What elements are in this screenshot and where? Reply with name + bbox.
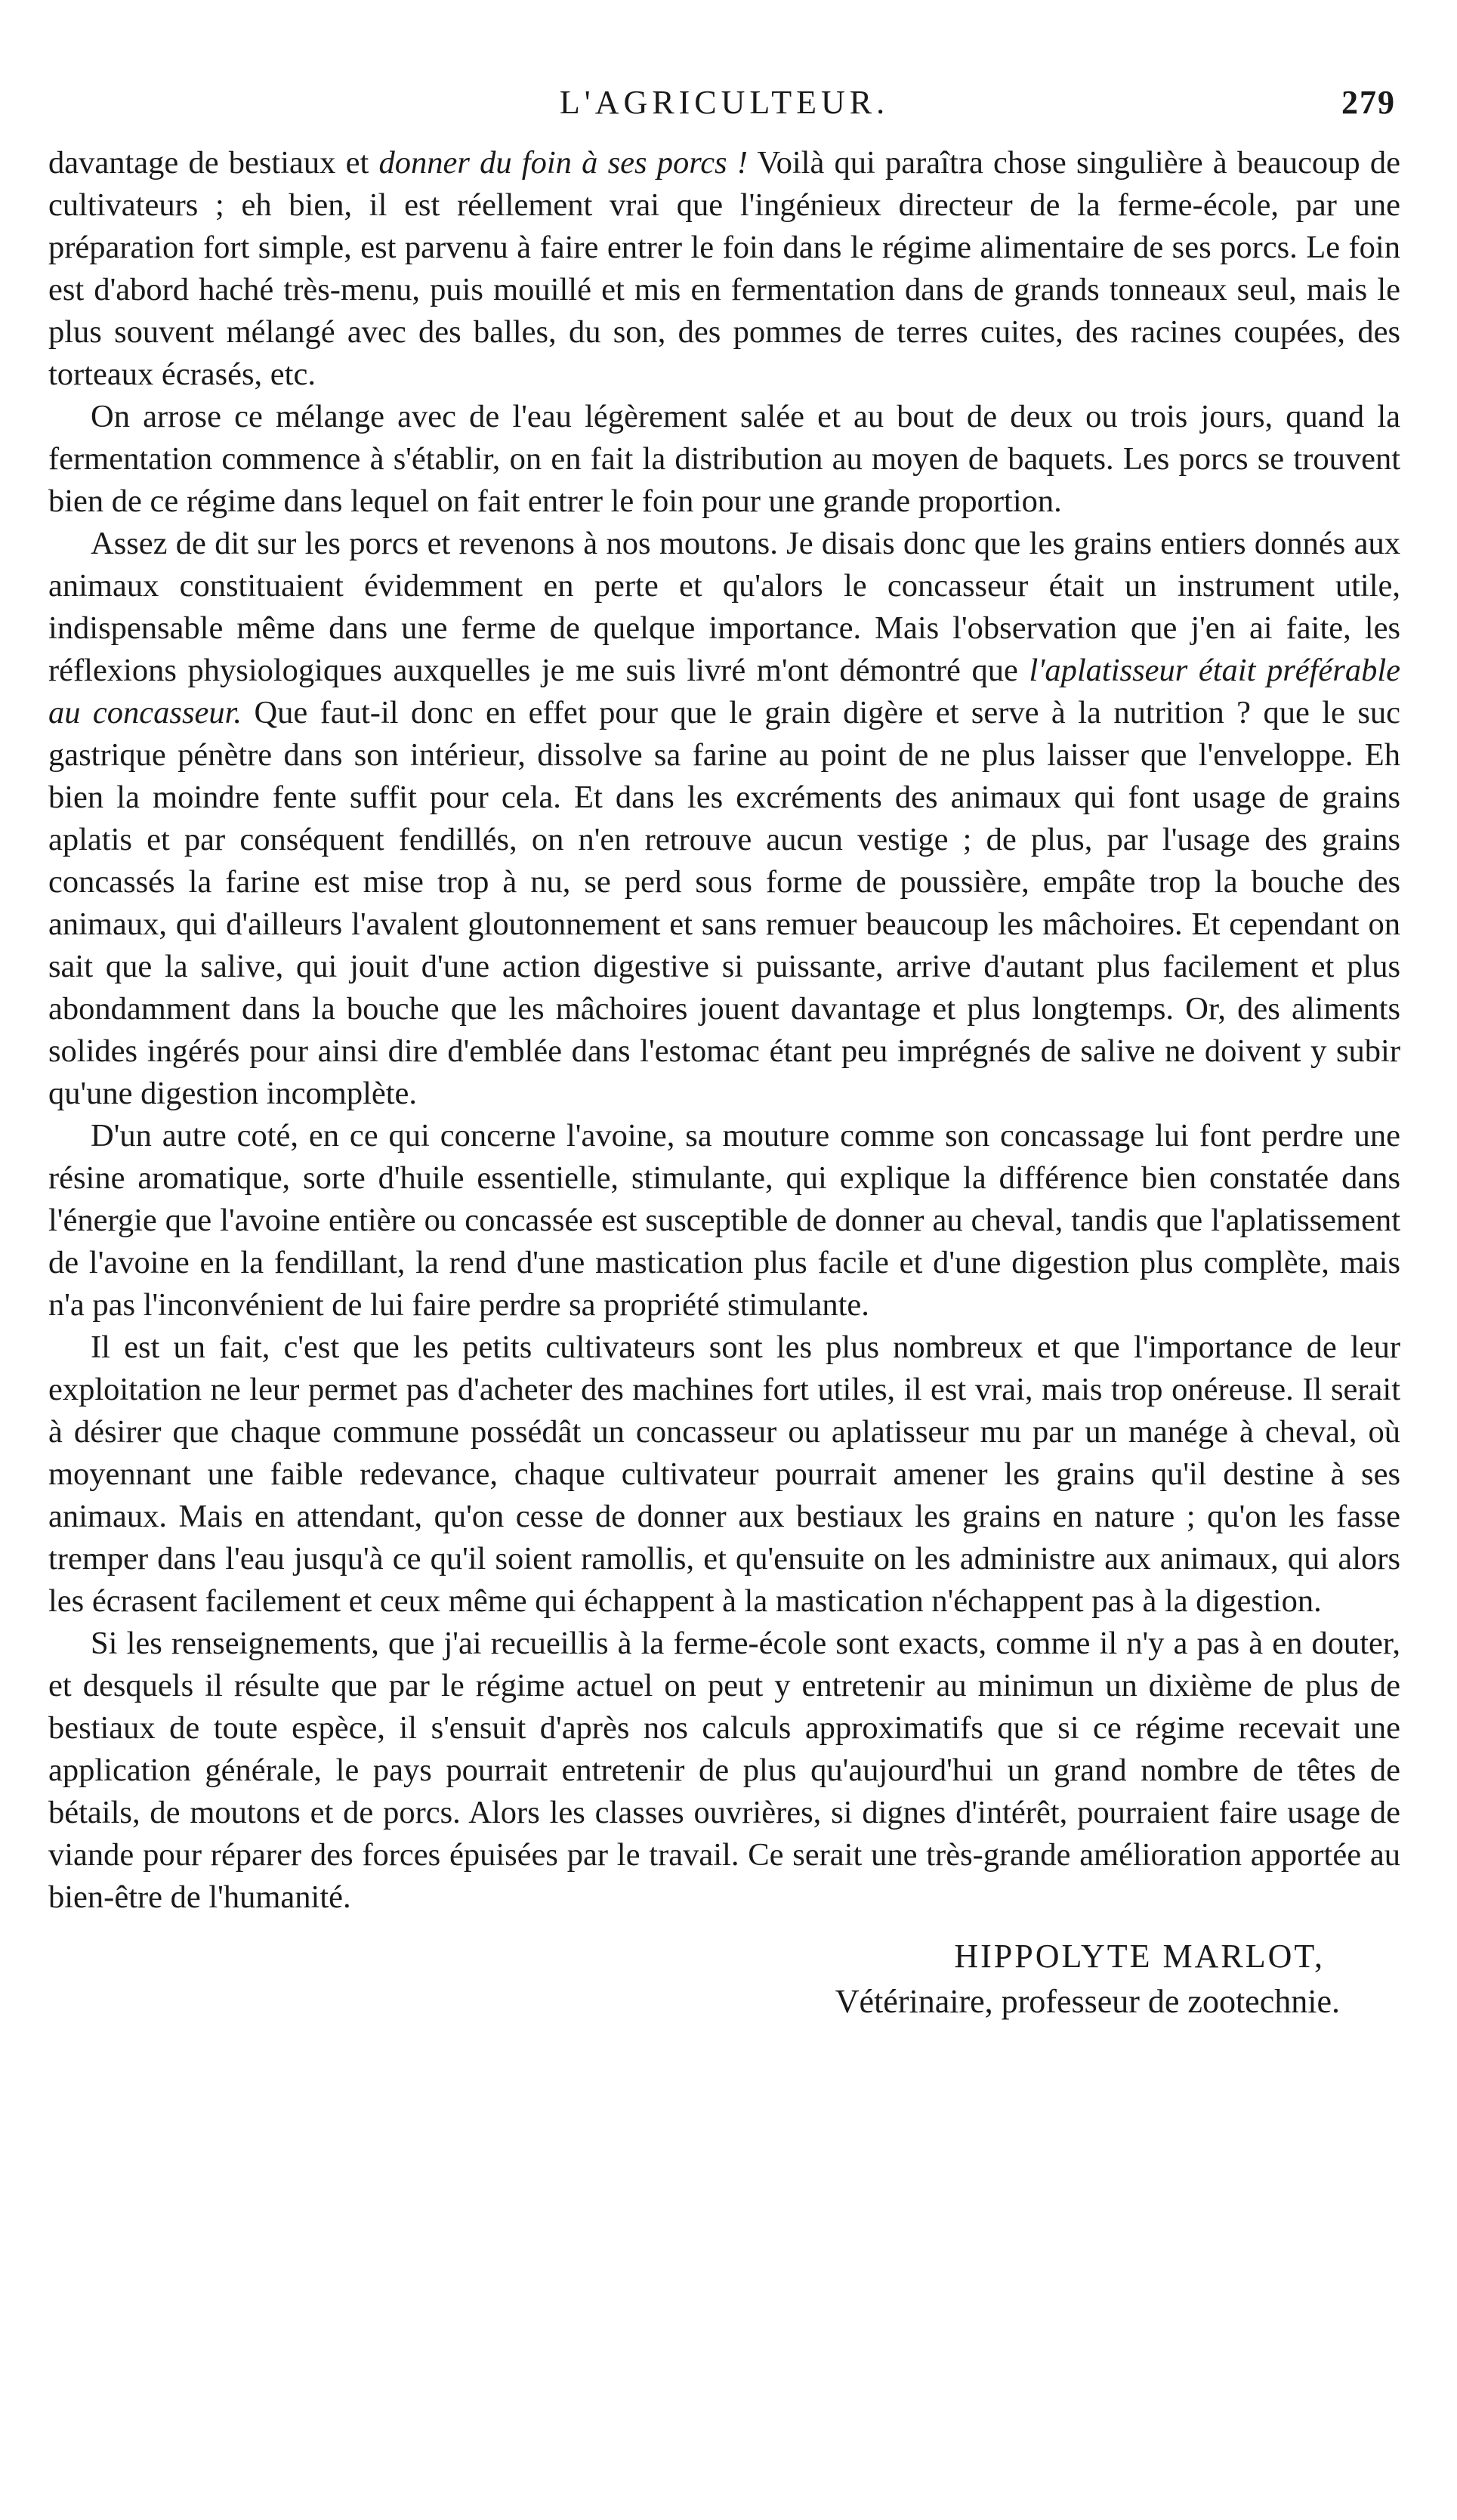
paragraph-text: Si les renseignements, que j'ai recueillis à la ferme-école sont exacts, comme il n'y a pas à en douter, et desquels il résulte que par le régime actuel on peut y entretenir au minimun un dixième de plus de bestiaux de toute espèce, il s'ensuit d'après nos calculs approximatifs que si ce régime recevait une application générale, le pays pourrait entretenir de plus qu'aujourd'hui un grand nombre de têtes de bétails, de moutons et de porcs. Alors les classes ouvrières, si dignes d'intérêt, pourraient faire usage de viande pour réparer des forces épuisées par le travail. Ce serait une très-grande amélioration apportée au bien-être de l'humanité. [48, 1626, 1400, 1915]
paragraph-text: davantage de bestiaux et [48, 145, 379, 181]
paragraph-text: Voilà qui paraîtra chose singulière à beaucoup de cultivateurs ; eh bien, il est réellement vrai que l'ingénieux directeur de la ferme-école, par une préparation fort simple, est parvenu à faire entrer le foin dans le régime alimentaire de ses porcs. Le foin est d'abord haché très-menu, puis mouillé et mis en fermentation dans de grands tonneaux seul, mais le plus souvent mélangé avec des balles, du son, des pommes de terres cuites, des racines coupées, des torteaux écrasés, etc. [48, 145, 1400, 392]
signature-block [48, 1934, 1400, 2024]
author-name: HIPPOLYTE MARLOT, [954, 1938, 1325, 1975]
paragraph-text: Que faut-il donc en effet pour que le grain digère et serve à la nutrition ? que le suc gastrique pénètre dans son intérieur, dissolve sa farine au point de ne plus laisser que l'enveloppe. Eh bien la moindre fente suffit pour cela. Et dans les excréments des animaux qui font usage de grains aplatis et par conséquent fendillés, on n'en retrouve aucun vestige ; de plus, par l'usage des grains concassés la farine est mise trop à nu, se perd sous forme de poussière, empâte trop la bouche des animaux, qui d'ailleurs l'avalent gloutonnement et sans remuer beaucoup les mâchoires. Et cependant on sait que la salive, qui jouit d'une action digestive si puissante, arrive d'autant plus facilement et plus abondamment dans la bouche que les mâchoires jouent davantage et plus longtemps. Or, des aliments solides ingérés pour ainsi dire d'emblée dans l'estomac étant peu imprégnés de salive ne doivent y subir qu'une digestion incomplète. [48, 695, 1400, 1111]
running-title: L'AGRICULTEUR. [559, 84, 890, 121]
author-title: Vétérinaire, professeur de zootechnie. [835, 1983, 1340, 2020]
paragraph [48, 1115, 1400, 1326]
document-page [48, 73, 1400, 2024]
paragraph [48, 523, 1400, 1115]
italic-text: donner du foin à ses porcs ! [378, 145, 748, 181]
article-body [48, 142, 1400, 1919]
running-head [48, 73, 1400, 125]
page-number: 279 [1341, 84, 1396, 121]
paragraph [48, 1623, 1400, 1919]
paragraph [48, 1326, 1400, 1623]
paragraph-text: Il est un fait, c'est que les petits cultivateurs sont les plus nombreux et que l'importance de leur exploitation ne leur permet pas d'acheter des machines fort utiles, il est vrai, mais trop onéreuse. Il serait à désirer que chaque commune possédât un concasseur ou aplatisseur mu par un manége à cheval, où moyennant une faible redevance, chaque cultivateur pourrait amener les grains qu'il destine à ses animaux. Mais en attendant, qu'on cesse de donner aux bestiaux les grains en nature ; qu'on les fasse tremper dans l'eau jusqu'à ce qu'il soient ramollis, et qu'ensuite on les administre aux animaux, qui alors les écrasent facilement et ceux même qui échappent à la mastication n'échappent pas à la digestion. [48, 1329, 1400, 1619]
paragraph-text: On arrose ce mélange avec de l'eau légèrement salée et au bout de deux ou trois jours, quand la fermentation commence à s'établir, on en fait la distribution au moyen de baquets. Les porcs se trouvent bien de ce régime dans lequel on fait entrer le foin pour une grande proportion. [48, 399, 1400, 519]
paragraph-text: Assez de dit sur les porcs et revenons à nos moutons. Je disais donc que les grains entiers donnés aux animaux constituaient évidemment en perte et qu'alors le concasseur était un instrument utile, indispensable même dans une ferme de quelque importance. Mais l'observation que j'en ai faite, les réflexions physiologiques auxquelles je me suis livré m'ont démontré que [48, 526, 1400, 688]
paragraph [48, 142, 1400, 396]
paragraph-text: D'un autre coté, en ce qui concerne l'avoine, sa mouture comme son concassage lui font perdre une résine aromatique, sorte d'huile essentielle, stimulante, qui explique la différence bien constatée dans l'énergie que l'avoine entière ou concassée est susceptible de donner au cheval, tandis que l'aplatissement de l'avoine en la fendillant, la rend d'une mastication plus facile et d'une digestion plus complète, mais n'a pas l'inconvénient de lui faire perdre sa propriété stimulante. [48, 1118, 1400, 1323]
italic-text: l'aplatisseur était préférable au concasseur. [48, 653, 1401, 730]
paragraph [48, 396, 1400, 523]
